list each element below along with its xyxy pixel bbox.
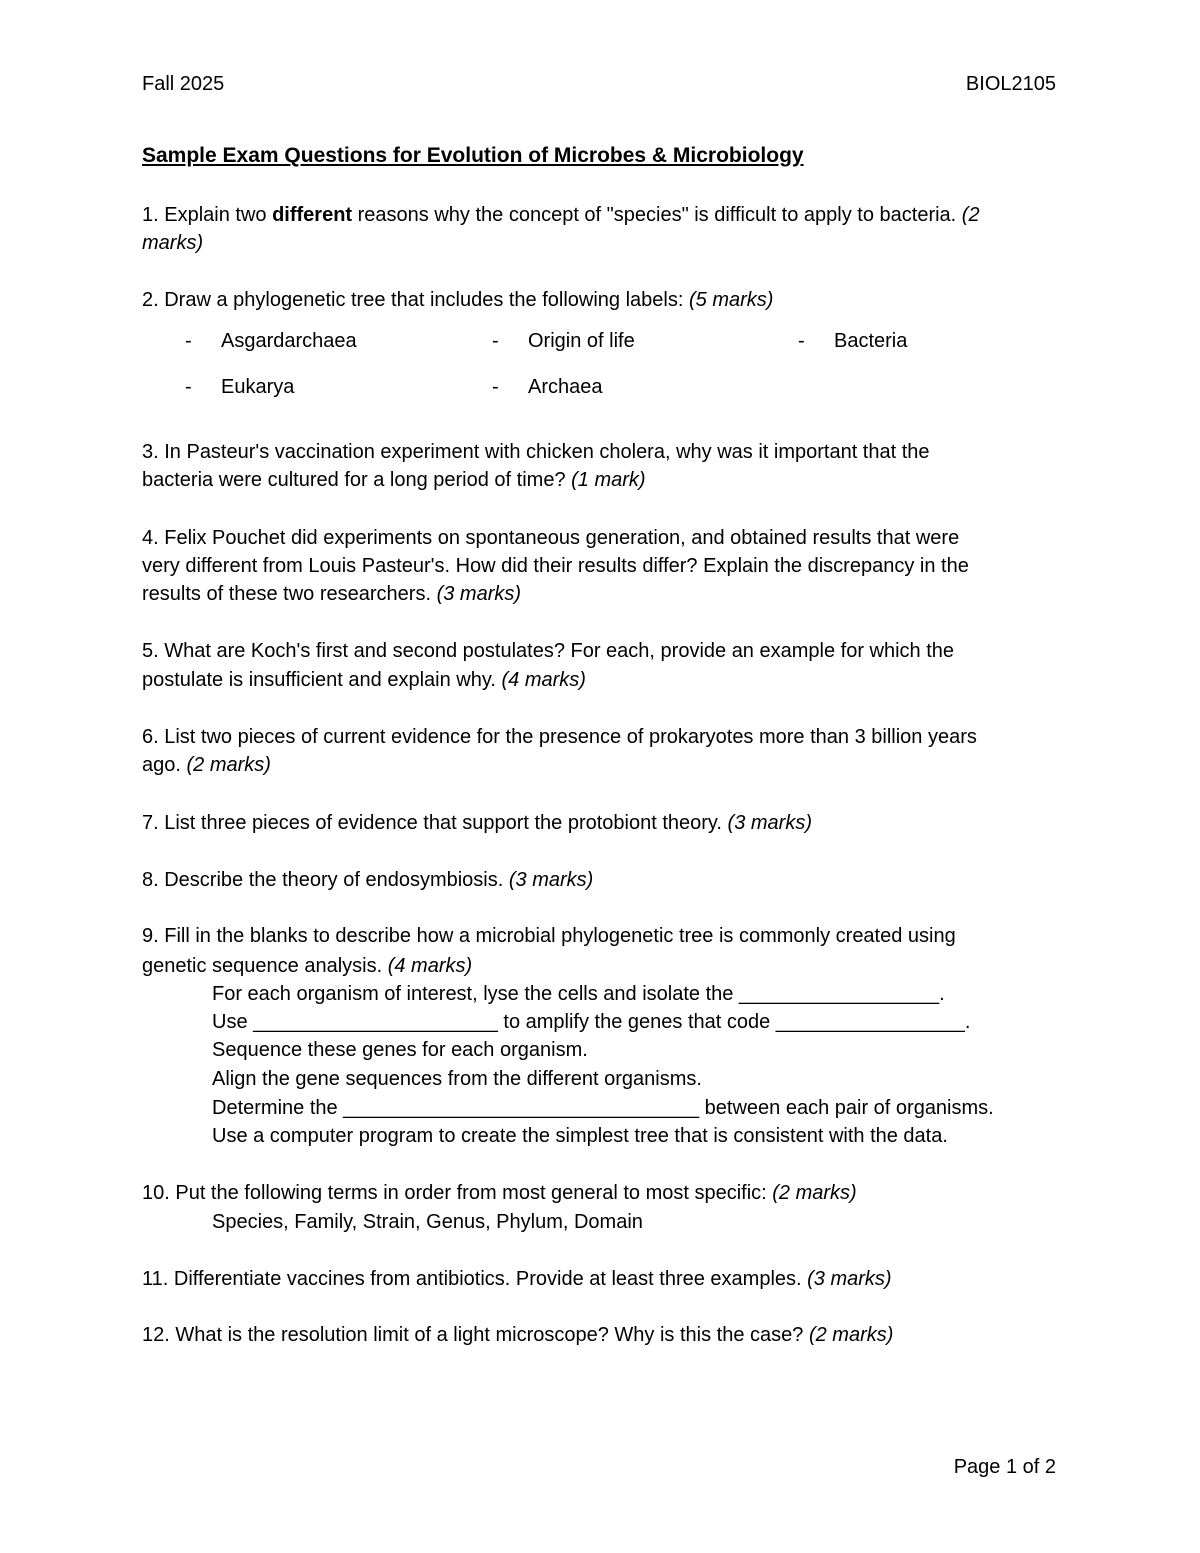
q1-marks-cont: marks) — [142, 232, 204, 254]
q9-marks: (4 marks) — [387, 955, 473, 977]
q6-marks: (2 marks) — [186, 754, 271, 776]
q3-text: bacteria were cultured for a long period of time? — [142, 469, 572, 491]
question-4-line-2: very different from Louis Pasteur's. How did their results differ? Explain the discrepancy in the — [142, 555, 969, 577]
q4-text: results of these two researchers. — [142, 583, 437, 605]
q2-label-eukarya: Eukarya — [221, 376, 295, 398]
question-3: 3. In Pasteur's vaccination experiment with chicken cholera, why was it important that the — [142, 441, 930, 463]
q2-text: 2. Draw a phylogenetic tree that includes the following labels: — [142, 289, 689, 311]
question-11 — [142, 1265, 892, 1293]
q11-text: 11. Differentiate vaccines from antibiotics. Provide at least three examples. — [142, 1268, 808, 1290]
q8-text: 8. Describe the theory of endosymbiosis. — [142, 869, 509, 891]
q2-label-bacteria: Bacteria — [834, 330, 908, 352]
question-6-cont — [142, 751, 271, 779]
q7-marks: (3 marks) — [727, 812, 812, 834]
q2-dash-2: - — [492, 330, 499, 352]
q2-dash-1: - — [185, 330, 192, 352]
q5-marks: (4 marks) — [501, 669, 586, 691]
question-5: 5. What are Koch's first and second postulates? For each, provide an example for which the — [142, 640, 955, 662]
q7-text: 7. List three pieces of evidence that support the protobiont theory. — [142, 812, 728, 834]
question-1-cont — [142, 229, 203, 257]
q1-text-bold: different — [272, 204, 353, 226]
question-9-cont — [142, 952, 472, 980]
q9-step-2: Use ______________________ to amplify the genes that code _________________. — [212, 1011, 971, 1033]
q9-step-4: Align the gene sequences from the different organisms. — [212, 1068, 702, 1090]
q9-step-6: Use a computer program to create the simplest tree that is consistent with the data. — [212, 1125, 948, 1147]
q1-marks: (2 — [961, 204, 980, 226]
page-number: Page 1 of 2 — [953, 1456, 1056, 1478]
q6-text: ago. — [142, 754, 187, 776]
q2-dash-5: - — [492, 376, 499, 398]
header-left: Fall 2025 — [142, 73, 225, 95]
question-9: 9. Fill in the blanks to describe how a microbial phylogenetic tree is commonly created using — [142, 925, 956, 947]
q2-dash-3: - — [798, 330, 805, 352]
question-4-line-3 — [142, 580, 521, 608]
question-1 — [142, 201, 980, 229]
q9-step-3: Sequence these genes for each organism. — [212, 1039, 588, 1061]
question-7 — [142, 809, 812, 837]
question-5-cont — [142, 666, 586, 694]
q2-dash-4: - — [185, 376, 192, 398]
page-title: Sample Exam Questions for Evolution of Microbes & Microbiology — [142, 144, 804, 167]
question-8 — [142, 866, 593, 894]
q4-marks: (3 marks) — [436, 583, 522, 605]
q11-marks: (3 marks) — [807, 1268, 892, 1290]
q8-marks: (3 marks) — [508, 869, 594, 891]
q5-text: postulate is insufficient and explain why. — [142, 669, 502, 691]
question-3-cont — [142, 466, 646, 494]
q2-label-archaea: Archaea — [528, 376, 603, 398]
q10-marks: (2 marks) — [772, 1182, 857, 1204]
q9-step-5: Determine the ________________________________ between each pair of organisms. — [212, 1097, 994, 1119]
question-10 — [142, 1179, 857, 1207]
q12-marks: (2 marks) — [808, 1324, 894, 1346]
question-2 — [142, 286, 773, 314]
q9-text: genetic sequence analysis. — [142, 955, 388, 977]
q10-terms: Species, Family, Strain, Genus, Phylum, Domain — [212, 1211, 643, 1233]
question-6: 6. List two pieces of current evidence for the presence of prokaryotes more than 3 billion years — [142, 726, 977, 748]
q1-text-pre: 1. Explain two — [142, 204, 273, 226]
q10-text: 10. Put the following terms in order from most general to most specific: — [142, 1182, 773, 1204]
q2-marks: (5 marks) — [688, 289, 774, 311]
question-4: 4. Felix Pouchet did experiments on spontaneous generation, and obtained results that were — [142, 527, 960, 549]
question-12 — [142, 1321, 893, 1349]
header-right: BIOL2105 — [965, 73, 1056, 95]
q3-marks: (1 mark) — [571, 469, 646, 491]
q1-text-post: reasons why the concept of "species" is difficult to apply to bacteria. — [352, 204, 962, 226]
q2-label-asgardarchaea: Asgardarchaea — [221, 330, 357, 352]
q9-step-1: For each organism of interest, lyse the cells and isolate the __________________. — [212, 983, 945, 1005]
q2-label-origin-of-life: Origin of life — [528, 330, 635, 352]
q12-text: 12. What is the resolution limit of a light microscope? Why is this the case? — [142, 1324, 809, 1346]
